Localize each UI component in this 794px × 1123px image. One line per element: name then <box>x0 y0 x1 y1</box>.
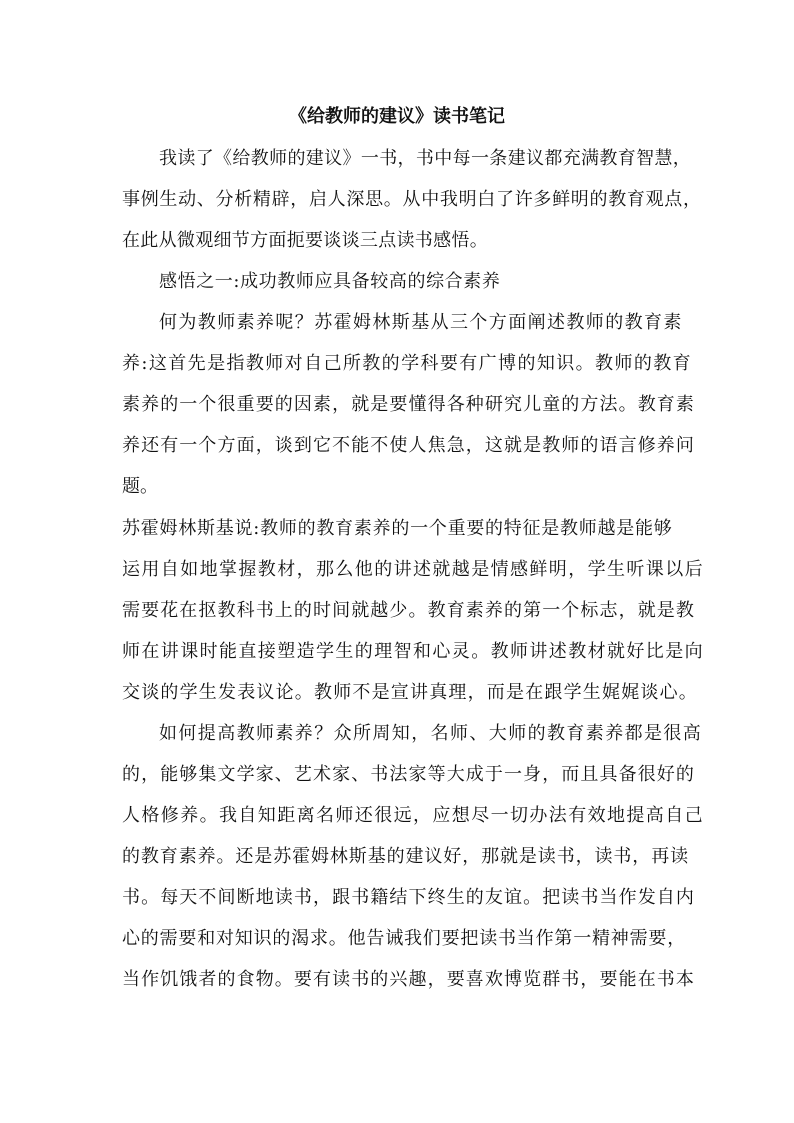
paragraph-line: 题。 <box>122 476 158 497</box>
paragraph-line: 如何提高教师素养？众所周知，名师、大师的教育素养都是很高 <box>159 723 703 744</box>
paragraph-line: 养:这首先是指教师对自己所教的学科要有广博的知识。教师的教育 <box>122 353 693 374</box>
paragraph-line: 人格修养。我自知距离名师还很远，应想尽一切办法有效地提高自己 <box>122 805 704 826</box>
paragraph-line: 的教育素养。还是苏霍姆林斯基的建议好，那就是读书，读书，再读 <box>122 846 689 867</box>
paragraph-line: 的，能够集文学家、艺术家、书法家等大成于一身，而且具备很好的 <box>122 764 695 785</box>
paragraph-line: 感悟之一:成功教师应具备较高的综合素养 <box>159 271 501 292</box>
paragraph-line: 书。每天不间断地读书，跟书籍结下终生的友谊。把读书当作发自内 <box>122 887 695 908</box>
paragraph-line: 师在讲课时能直接塑造学生的理智和心灵。教师讲述教材就好比是向 <box>122 641 704 662</box>
paragraph-line: 苏霍姆林斯基说:教师的教育素养的一个重要的特征是教师越是能够 <box>122 518 673 539</box>
document-title: 《给教师的建议》读书笔记 <box>289 106 505 127</box>
paragraph-line: 我读了《给教师的建议》一书，书中每一条建议都充满教育智慧， <box>159 148 692 169</box>
paragraph-line: 养还有一个方面，谈到它不能不使人焦急，这就是教师的语言修养问 <box>122 435 695 456</box>
paragraph-line: 当作饥饿者的食物。要有读书的兴趣，要喜欢博览群书，要能在书本 <box>122 969 695 990</box>
paragraph-line: 运用自如地掌握教材，那么他的讲述就越是情感鲜明，学生听课以后 <box>122 559 704 580</box>
paragraph-line: 素养的一个很重要的因素，就是要懂得各种研究儿童的方法。教育素 <box>122 394 695 415</box>
paragraph-line: 心的需要和对知识的渴求。他告诫我们要把读书当作第一精神需要， <box>122 928 686 949</box>
paragraph-line: 交谈的学生发表议论。教师不是宣讲真理，而是在跟学生娓娓谈心。 <box>122 682 698 703</box>
paragraph-line: 何为教师素养呢？苏霍姆林斯基从三个方面阐述教师的教育素 <box>159 312 683 333</box>
paragraph-line: 需要花在抠教科书上的时间就越少。教育素养的第一个标志，就是教 <box>122 600 695 621</box>
paragraph-line: 在此从微观细节方面扼要谈谈三点读书感悟。 <box>122 230 488 251</box>
paragraph-line: 事例生动、分析精辟，启人深思。从中我明白了许多鲜明的教育观点， <box>122 189 702 210</box>
